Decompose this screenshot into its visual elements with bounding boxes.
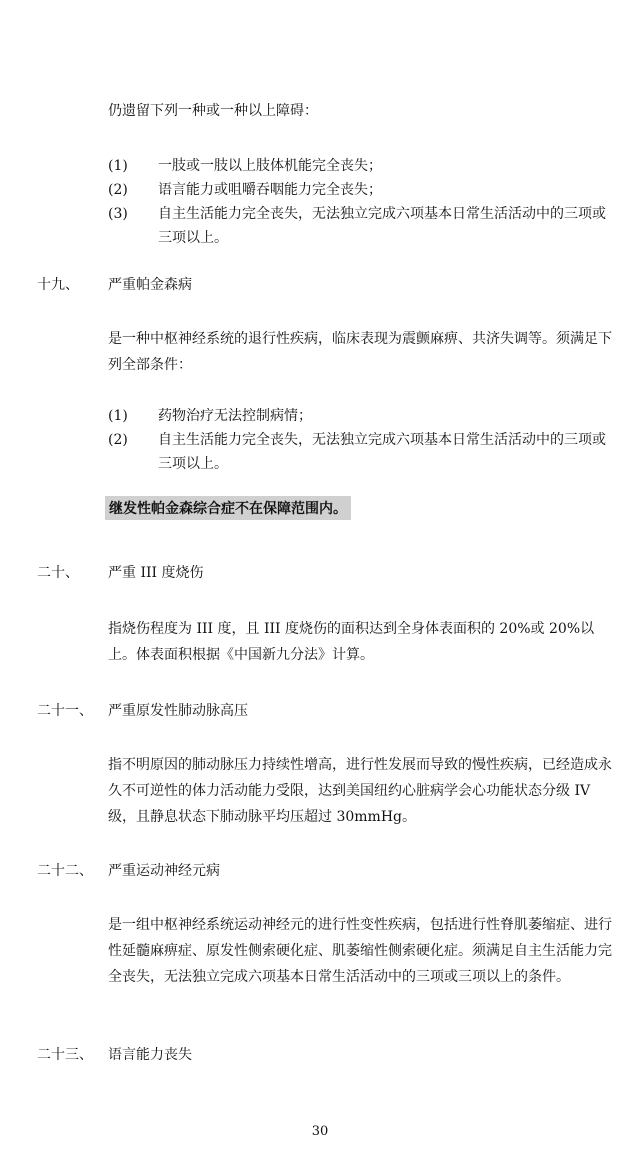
section-paragraph: 指不明原因的肺动脉压力持续性增高，进行性发展而导致的慢性疾病，已经造成永久不可逆性的体力活动能力受限，达到美国纽约心脏病学会心功能状态分级 IV 级，且静息状态下肺动脉平均压超过 30mmHg。 bbox=[108, 757, 612, 825]
intro-line: 仍遗留下列一种或一种以上障碍： bbox=[108, 103, 318, 119]
section-title: 严重原发性肺动脉高压 bbox=[108, 703, 248, 719]
section-title: 严重运动神经元病 bbox=[108, 863, 220, 879]
page-number: 30 bbox=[311, 1124, 329, 1139]
section-number: 二十、 bbox=[37, 565, 79, 581]
list-item-text: 自主生活能力完全丧失，无法独立完成六项基本日常生活活动中的三项或三项以上。 bbox=[158, 206, 606, 246]
list-item-text: 自主生活能力完全丧失，无法独立完成六项基本日常生活活动中的三项或三项以上。 bbox=[158, 432, 606, 472]
list-item-number: (1) bbox=[108, 408, 128, 424]
section-number: 二十三、 bbox=[37, 1047, 93, 1063]
section-paragraph: 是一组中枢神经系统运动神经元的进行性变性疾病，包括进行性脊肌萎缩症、进行性延髓麻痹症、原发性侧索硬化症、肌萎缩性侧索硬化症。须满足自主生活能力完全丧失，无法独立完成六项基本日常生活活动中的三项或三项以上的条件。 bbox=[108, 917, 612, 985]
section-title: 语言能力丧失 bbox=[108, 1047, 192, 1063]
list-item-text: 一肢或一肢以上肢体机能完全丧失； bbox=[158, 158, 382, 174]
section-paragraph: 是一种中枢神经系统的退行性疾病，临床表现为震颤麻痹、共济失调等。须满足下列全部条件： bbox=[108, 331, 612, 373]
list-item-text: 语言能力或咀嚼吞咽能力完全丧失； bbox=[158, 182, 382, 198]
section-title: 严重 III 度烧伤 bbox=[108, 565, 204, 581]
list-item-number: (2) bbox=[108, 432, 128, 448]
list-item-text: 药物治疗无法控制病情； bbox=[158, 408, 312, 424]
section-number: 十九、 bbox=[37, 277, 79, 293]
section-number: 二十一、 bbox=[37, 703, 93, 719]
highlighted-note: 继发性帕金森综合症不在保障范围内。 bbox=[105, 496, 351, 520]
list-item-number: (1) bbox=[108, 158, 128, 174]
list-item-number: (2) bbox=[108, 182, 128, 198]
section-number: 二十二、 bbox=[37, 863, 93, 879]
section-paragraph: 指烧伤程度为 III 度，且 III 度烧伤的面积达到全身体表面积的 20%或 20%以上。体表面积根据《中国新九分法》计算。 bbox=[108, 621, 595, 663]
section-title: 严重帕金森病 bbox=[108, 277, 192, 293]
list-item-number: (3) bbox=[108, 206, 128, 222]
